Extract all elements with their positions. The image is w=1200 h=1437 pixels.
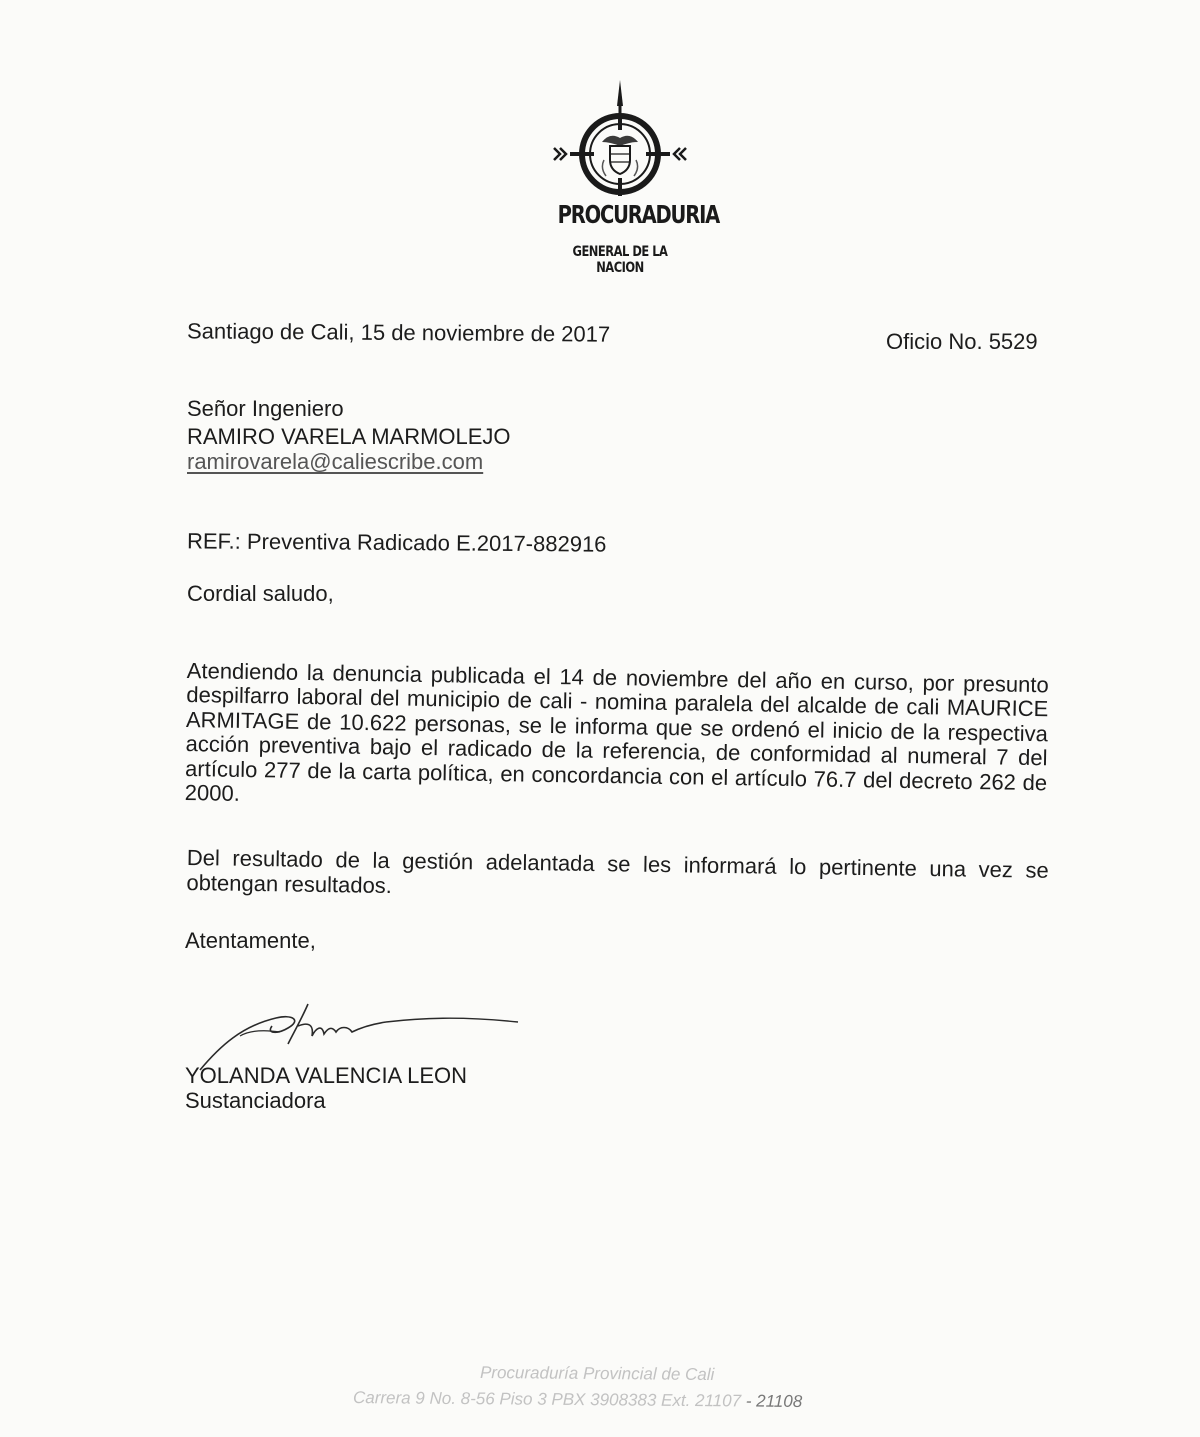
- signer-name: YOLANDA VALENCIA LEON: [185, 1063, 468, 1088]
- body-paragraph: Atendiendo la denuncia publicada el 14 de noviembre del año en curso, por presunto despilfarro laboral del municipio de cali - nomina paralela del alcalde de cali MAURICE ARMITAGE de 10.622 personas, se le informa que se ordenó el inicio de la respectiva acción preventiva bajo el radicado de la referencia, de conformidad al numeral 7 del artículo 277 de la carta política, en concordancia con el artículo 76.7 del decreto 262 de 2000.: [184, 658, 1049, 806]
- body-paragraph: Del resultado de la gestión adelantada se les informará lo pertinente una vez se obtengan resultados.: [186, 845, 1049, 899]
- recipient-name: RAMIRO VARELA MARMOLEJO: [187, 424, 511, 449]
- emblem-icon: [540, 78, 700, 198]
- signer-role: Sustanciadora: [185, 1088, 326, 1113]
- footer-office: Procuraduría Provincial de Cali: [479, 1362, 715, 1385]
- procuraduria-logo: [540, 78, 720, 276]
- footer-address-main: Carrera 9 No. 8-56 Piso 3 PBX 3908383 Ext. 21107: [352, 1388, 742, 1411]
- recipient-title: Señor Ingeniero: [187, 396, 344, 421]
- recipient-email-link[interactable]: ramirovarela@caliescribe.com: [187, 449, 484, 474]
- greeting: Cordial saludo,: [187, 581, 334, 606]
- reference-line: REF.: Preventiva Radicado E.2017-882916: [186, 528, 607, 557]
- footer-address: [353, 1388, 802, 1412]
- place-date: Santiago de Cali, 15 de noviembre de 2017: [186, 318, 611, 347]
- footer-extension: - 21108: [741, 1391, 803, 1411]
- closing: Atentamente,: [185, 928, 316, 953]
- logo-title: PROCURADURIA: [557, 200, 720, 229]
- logo-subtitle: GENERAL DE LA NACION: [572, 244, 668, 276]
- oficio-number: Oficio No. 5529: [886, 329, 1038, 354]
